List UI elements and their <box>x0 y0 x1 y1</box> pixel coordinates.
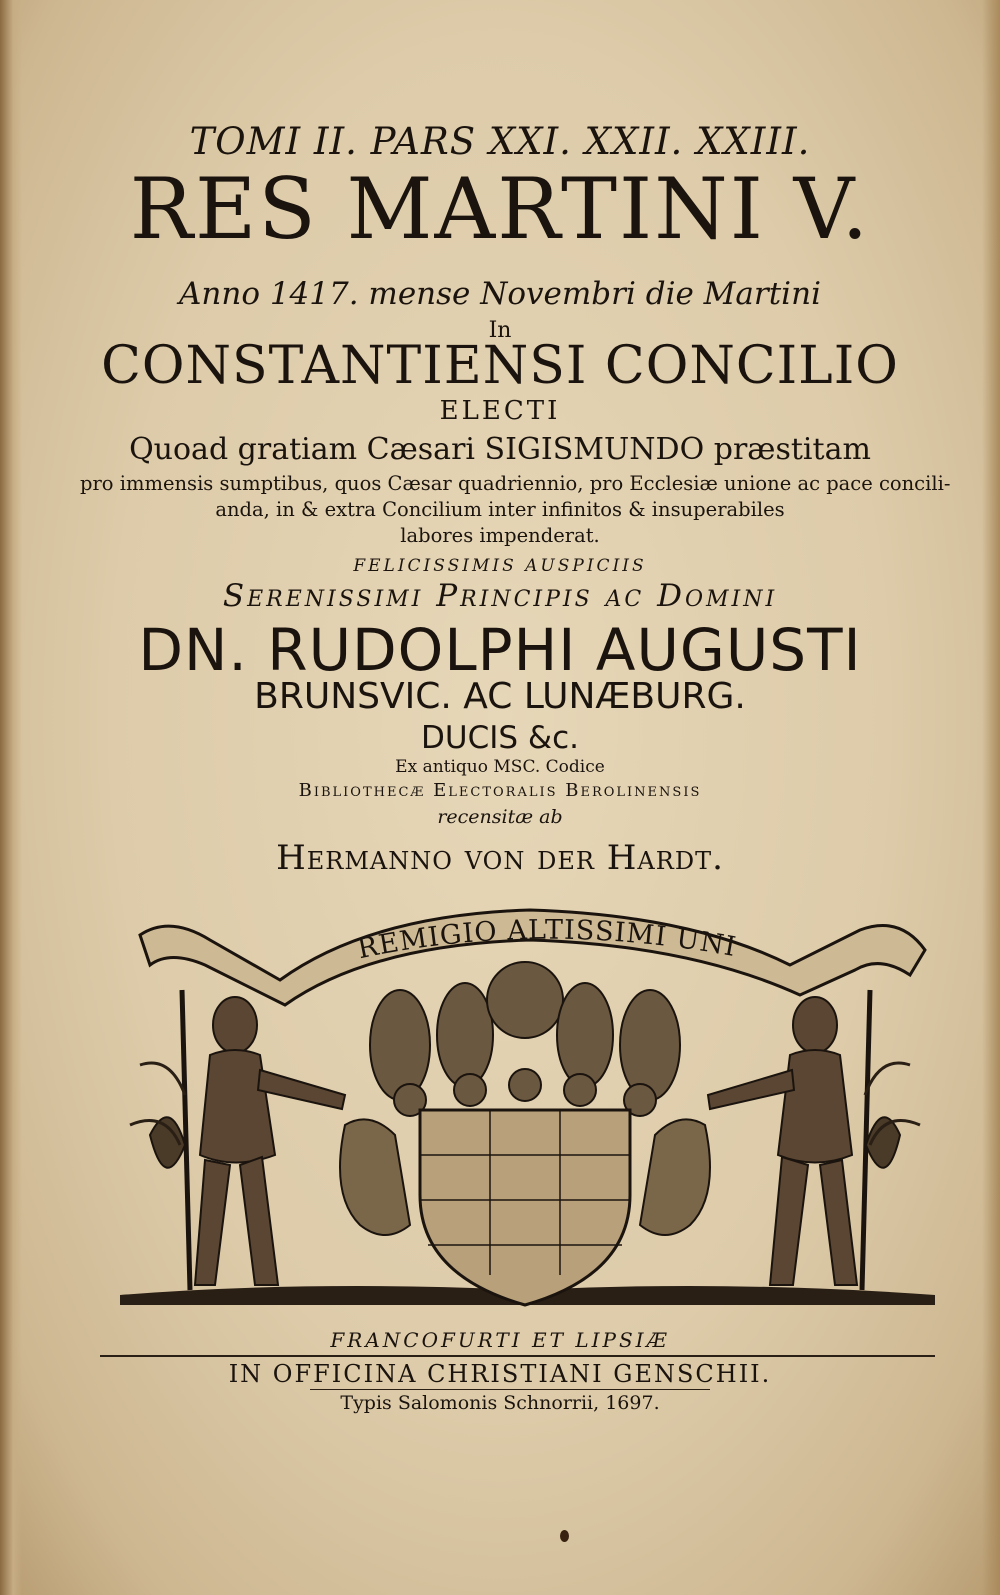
body-line-3: labores impenderat. <box>400 524 600 547</box>
volume-line: TOMI II. PARS XXI. XXII. XXIII. <box>189 120 811 163</box>
imprint-rule-upper <box>100 1355 935 1357</box>
main-title: RES MARTINI V. <box>129 160 871 258</box>
imprint-officina: IN OFFICINA CHRISTIANI GENSCHII. <box>228 1360 772 1388</box>
concilio-line: CONSTANTIENSI CONCILIO <box>101 336 899 396</box>
in-word: In <box>488 318 512 343</box>
imprint-place: FRANCOFURTI ET LIPSIÆ <box>330 1328 670 1352</box>
imprint-rule-lower <box>310 1389 710 1390</box>
ex-antiquo-line: Ex antiquo MSC. Codice <box>395 757 605 777</box>
anno-line: Anno 1417. mense Novembri die Martini <box>179 276 821 312</box>
body-line-1: pro immensis sumptibus, quos Cæsar quadriennio, pro Ecclesiæ unione ac pace concili- <box>80 472 951 495</box>
brunsvic-line: BRUNSVIC. AC LUNÆBURG. <box>254 676 746 717</box>
felicissimis-line: FELICISSIMIS AUSPICIIS <box>353 556 647 576</box>
electi-line: ELECTI <box>439 396 561 426</box>
motto-text: REMIGIO ALTISSIMI UNI <box>354 914 739 966</box>
quoad-line: Quoad gratiam Cæsari SIGISMUNDO præstitam <box>129 432 871 467</box>
ink-blot <box>560 1530 569 1542</box>
ducis-line: DUCIS &c. <box>421 720 579 756</box>
author-line: Hermanno von der Hardt. <box>276 838 724 878</box>
recensitae-line: recensitæ ab <box>437 806 563 828</box>
body-line-2: anda, in & extra Concilium inter infinitos & insuperabiles <box>215 498 785 521</box>
heraldic-shield <box>420 1110 630 1305</box>
serenissimi-line: Serenissimi Principis ac Domini <box>222 578 778 614</box>
imprint-typis: Typis Salomonis Schnorrii, 1697. <box>340 1392 660 1414</box>
bibliotheca-line: Bibliothecæ Electoralis Berolinensis <box>298 780 702 801</box>
helmet-crests <box>370 962 680 1116</box>
coat-of-arms-emblem <box>110 895 940 1325</box>
dedicatee-name: DN. RUDOLPHI AUGUSTI <box>138 616 862 684</box>
